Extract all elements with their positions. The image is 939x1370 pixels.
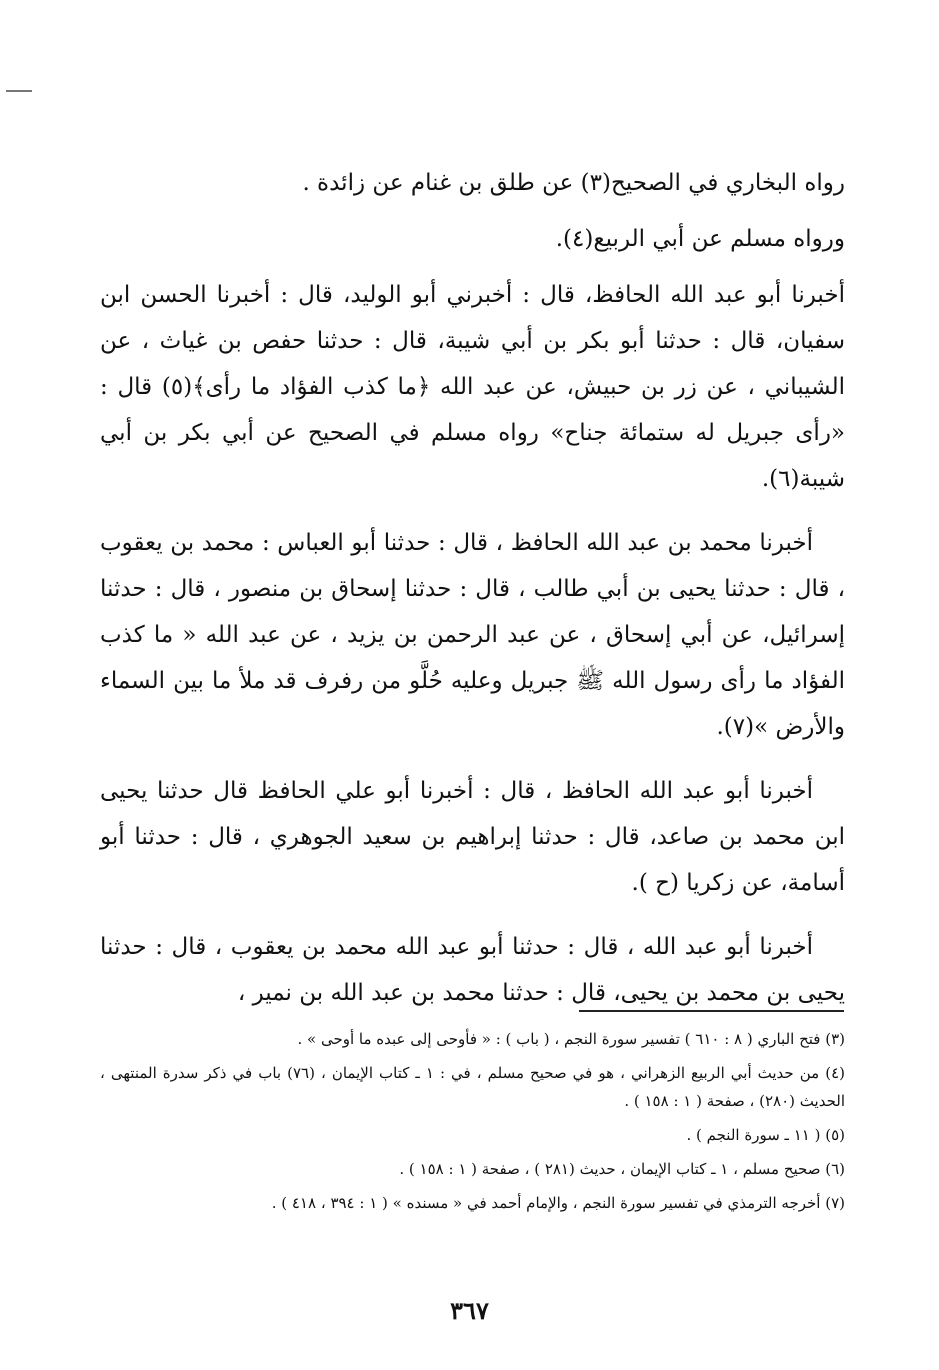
footnote-4: (٤) من حديث أبي الربيع الزهراني ، هو في صحيح مسلم ، في : ١ ـ كتاب الإيمان ، (٧٦) باب في ذكر سدرة المنتهى ، الحديث (٢٨٠) ، صفحة ( ١ : ١٥٨ ) . [100, 1064, 845, 1110]
paragraph-5: أخبرنا أبو عبد الله الحافظ ، قال : أخبرنا أبو علي الحافظ قال حدثنا يحيى ابن محمد بن صاعد، قال : حدثنا إبراهيم بن سعيد الجوهري ، قال : حدثنا أبو أسامة، عن زكريا (ح ). [100, 778, 845, 896]
main-text [100, 160, 845, 1026]
scan-artifact-mark [6, 90, 32, 92]
paragraph-3: أخبرنا أبو عبد الله الحافظ، قال : أخبرني أبو الوليد، قال : أخبرنا الحسن ابن سفيان، قال : حدثنا أبو بكر بن أبي شيبة، قال : حدثنا حفص بن غياث ، عن الشيباني ، عن زر بن حبيش، عن عبد الله ﴿ما كذب الفؤاد ما رأى﴾(٥) قال : «رأى جبريل له ستمائة جناح» رواه مسلم في الصحيح عن أبي بكر بن أبي شيبة(٦). [100, 282, 845, 492]
footnotes [100, 1025, 845, 1223]
footnote-3: (٣) فتح الباري ( ٨ : ٦١٠ ) تفسير سورة النجم ، ( باب ) : « فأوحى إلى عبده ما أوحى » . [297, 1030, 845, 1048]
footnote-5: (٥) ( ١١ ـ سورة النجم ) . [686, 1126, 845, 1144]
page-number: ٣٦٧ [450, 1296, 489, 1325]
paragraph-1: رواه البخاري في الصحيح(٣) عن طلق بن غنام عن زائدة . [302, 170, 845, 196]
footnote-7: (٧) أخرجه الترمذي في تفسير سورة النجم ، والإمام أحمد في « مسنده » ( ١ : ٣٩٤ ، ٤١٨ ) . [271, 1194, 845, 1212]
footnote-divider [579, 1010, 844, 1012]
paragraph-6: أخبرنا أبو عبد الله ، قال : حدثنا أبو عبد الله محمد بن يعقوب ، قال : حدثنا يحيى بن محمد بن يحيى، قال : حدثنا محمد بن عبد الله بن نمير ، [100, 934, 845, 1006]
footnote-6: (٦) صحيح مسلم ، ١ ـ كتاب الإيمان ، حديث (٢٨١ ) ، صفحة ( ١ : ١٥٨ ) . [399, 1160, 845, 1178]
paragraph-4: أخبرنا محمد بن عبد الله الحافظ ، قال : حدثنا أبو العباس : محمد بن يعقوب ، قال : حدثنا يحيى بن أبي طالب ، قال : حدثنا إسحاق بن منصور ، قال : حدثنا إسرائيل، عن أبي إسحاق ، عن عبد الرحمن بن يزيد ، عن عبد الله « ما كذب الفؤاد ما رأى رسول الله ﷺ جبريل وعليه حُلَّو من رفرف قد ملأ ما بين السماء والأرض »(٧). [100, 530, 845, 740]
paragraph-2: ورواه مسلم عن أبي الربيع(٤). [555, 226, 845, 252]
